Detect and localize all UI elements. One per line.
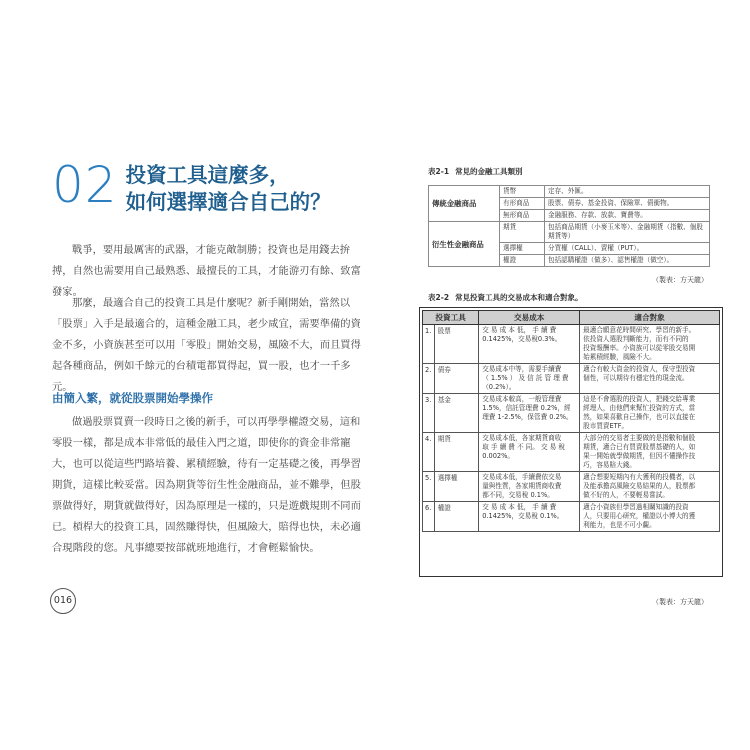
paragraph-line: 「股票」入手是最適合的，這種金融工具，老少咸宜，需要準備的資 — [52, 318, 361, 330]
cost-line: 交 易 成 本 低， 手 續 費 — [482, 503, 557, 511]
table1-caption-text: 常見的金融工具類別 — [455, 167, 523, 176]
chapter-number: 02 — [52, 156, 118, 214]
target-line: 依投資人選股判斷能力，而有不同的 — [583, 335, 689, 343]
investment-tools-table — [422, 310, 720, 532]
subcategory-cell: 有形商品 — [500, 198, 545, 210]
tool-cell: 基金 — [434, 394, 479, 433]
cost-cell — [479, 325, 580, 364]
cost-line: 交易成本較高，一般管理費 — [482, 395, 562, 403]
table1-source: （製表：方天龍） — [652, 276, 708, 284]
paragraph-line: 票做得好，期貨就做得好，因為原理是一樣的，只是遊戲規則不同而 — [52, 500, 361, 512]
table-row — [423, 502, 720, 532]
category-cell: 衍生性金融商品 — [429, 222, 500, 267]
target-line: 股市買賣ETF。 — [583, 422, 629, 430]
cost-line: 取 手 續 費 不 同。 交 易 稅 — [482, 443, 565, 451]
paragraph-line: 大，也可以從這些門路培養、累積經驗，待有一定基礎之後，再學習 — [52, 458, 361, 470]
paragraph-line: 起各種商品，例如千餘元的台積電都買得起，買一股，也才一千多 — [52, 360, 351, 372]
target-cell — [580, 433, 720, 472]
target-cell — [580, 502, 720, 532]
paragraph-line: 做過股票買賣一段時日之後的新手，可以再學學權證交易，這和 — [72, 416, 361, 428]
cost-line: 0.1425%，交易稅0.3%。 — [482, 335, 562, 343]
chapter-heading — [52, 156, 331, 216]
paragraph-line: 已。槓桿大的投資工具，固然賺得快，但風險大，賠得也快，未必適 — [52, 521, 361, 533]
description-cell: 定存、外匯。 — [545, 186, 710, 198]
row-number-cell: 1. — [423, 325, 435, 364]
row-number-cell: 5. — [423, 472, 435, 502]
target-line: 個性，可以期待有穩定性的現金流。 — [583, 374, 689, 382]
cost-cell — [479, 472, 580, 502]
paragraph-line: 金不多，小資族甚至可以用「零股」開始交易，風險不大，而且買得 — [52, 339, 361, 351]
cost-cell — [479, 394, 580, 433]
paragraph-3 — [52, 412, 361, 559]
target-line: 利能力，也是不可小覷。 — [583, 521, 656, 529]
table-header-row — [423, 311, 720, 325]
table-row — [423, 433, 720, 472]
target-line: 這是不會選股的投資人，把錢交給專業 — [583, 395, 696, 403]
cost-line: 交 易 成 本 低， 手 續 費 — [482, 326, 557, 334]
table-row — [423, 325, 720, 364]
target-cell — [580, 325, 720, 364]
table-row — [423, 364, 720, 394]
paragraph-line: 期貨，這樣比較妥當。因為期貨等衍生性金融商品，並不難學，但股 — [52, 479, 361, 491]
paragraph-line: 戰爭，要用最厲害的武器，才能克敵制勝；投資也是用錢去拚 — [72, 244, 351, 256]
target-line: 經理人，由他們來幫忙投資的方式，當 — [583, 404, 696, 412]
header-tool: 投資工具 — [423, 311, 479, 325]
description-cell: 分買權（CALL）、賣權（PUT）。 — [545, 243, 710, 255]
target-line: 人，只要用心研究，權證以小博大的獲 — [583, 512, 696, 520]
cost-line: 量與性質，各家期貨商收費 — [482, 482, 562, 490]
row-number-cell: 3. — [423, 394, 435, 433]
page-number: 016 — [50, 588, 76, 614]
paragraph-2 — [52, 293, 361, 398]
cost-line: 0.002%。 — [482, 452, 514, 460]
table1-caption — [428, 166, 523, 177]
paragraph-line: 合現階段的您。凡事總要按部就班地進行，才會輕鬆愉快。 — [52, 542, 320, 554]
row-number-cell: 2. — [423, 364, 435, 394]
row-number-cell: 6. — [423, 502, 435, 532]
paragraph-line: 發家。 — [52, 286, 83, 298]
target-line: 及能承擔高風險交易結果的人，股票都 — [583, 482, 696, 490]
description-cell: 股票、債券、基金投資、保險單、債衝物。 — [545, 198, 710, 210]
subcategory-cell: 選擇權 — [500, 243, 545, 255]
target-line: 巧，容易賠大錢。 — [583, 461, 636, 469]
target-cell — [580, 364, 720, 394]
cost-line: 理費 1-2.5%，保管費 0.2%。 — [482, 413, 573, 421]
cost-line: 交易成本低，各家期貨商收 — [482, 434, 562, 442]
chapter-title — [126, 162, 331, 216]
cost-line: 都不同，交易稅 0.1%。 — [482, 491, 554, 499]
table2-caption — [428, 292, 583, 303]
target-line: 適合有較大資金的投資人，保守型投資 — [583, 365, 696, 373]
cost-line: （0.2%）。 — [482, 383, 516, 391]
target-line: 大部分的交易者主要做的是指數和個股 — [583, 434, 696, 442]
header-target: 適合對象 — [580, 311, 720, 325]
cost-line: 1.5%，信託管理費 0.2%，經 — [482, 404, 571, 412]
subcategory-cell: 期貨 — [500, 222, 545, 243]
financial-tools-table — [428, 185, 710, 267]
target-cell — [580, 472, 720, 502]
cost-line: 交易成本中等，需要手續費 — [482, 365, 562, 373]
subcategory-cell: 貨幣 — [500, 186, 545, 198]
chapter-title-line1: 投資工具這麼多， — [125, 163, 290, 187]
chapter-title-line2: 如何選擇適合自己的？ — [125, 190, 331, 214]
subcategory-cell: 權證 — [500, 255, 545, 267]
tool-cell: 債券 — [434, 364, 479, 394]
row-number-cell: 4. — [423, 433, 435, 472]
cost-line: 0.1425%，交易稅 0.1%。 — [482, 512, 564, 520]
cost-line: （ 1.5% ） 及 信 託 管 理 費 — [482, 374, 569, 382]
table-row — [423, 394, 720, 433]
target-line: 適合小資族但學習過相關知識的投資 — [583, 503, 689, 511]
cost-line: 交易成本低，手續費依交易 — [482, 473, 562, 481]
target-line: 然，如果喜歡自己操作，也可以直接在 — [583, 413, 696, 421]
table-row — [429, 186, 710, 198]
tool-cell: 期貨 — [434, 433, 479, 472]
paragraph-line: 搏，自然也需要用自己最熟悉、最擅長的工具，才能游刃有餘、致富 — [52, 265, 361, 277]
category-cell: 傳統金融商品 — [429, 186, 500, 222]
target-cell — [580, 394, 720, 433]
target-line: 投資報酬率。小資族可以從零股交易開 — [583, 344, 696, 352]
description-cell: 包括商品期貨（小麥玉米等）、金融期貨（指數、個股期貨等） — [545, 222, 710, 243]
description-cell: 金融服務、存款、放款、寶費等。 — [545, 210, 710, 222]
table2-label: 表2-2 — [428, 293, 450, 302]
description-cell: 包括認購權證（做多）、認售權證（做空）。 — [545, 255, 710, 267]
section-subheading: 由簡入繁，就從股票開始學操作 — [52, 391, 213, 405]
cost-cell — [479, 433, 580, 472]
paragraph-line: 那麼，最適合自己的投資工具是什麼呢？新手剛開始，當然以 — [72, 297, 351, 309]
tool-cell: 權證 — [434, 502, 479, 532]
header-cost: 交易成本 — [479, 311, 580, 325]
table-row — [423, 472, 720, 502]
paragraph-line: 零股一樣，都是成本非常低的最佳入門之道，即使你的資金非常寵 — [52, 437, 351, 449]
target-line: 最適合願意花時間研究、學習的新手。 — [583, 326, 696, 334]
subcategory-cell: 無形商品 — [500, 210, 545, 222]
cost-cell — [479, 364, 580, 394]
target-line: 果一開始就學做期貨，但因不懂操作技 — [583, 452, 696, 460]
table1-label: 表2-1 — [428, 167, 450, 176]
tool-cell: 股票 — [434, 325, 479, 364]
target-line: 期貨，適合已有買賣股票基礎的人，如 — [583, 443, 696, 451]
table2-caption-text: 常見投資工具的交易成本和適合對象。 — [455, 293, 583, 302]
target-line: 做不好的人，不要輕易嘗試。 — [583, 491, 669, 499]
paragraph-line: 元。 — [52, 381, 73, 393]
table-row — [429, 222, 710, 243]
target-line: 適合想要短期內有大獲利的投機者，以 — [583, 473, 696, 481]
table2-source: （製表：方天龍） — [652, 598, 708, 606]
tool-cell: 選擇權 — [434, 472, 479, 502]
target-line: 始累積經驗，風險不大。 — [583, 353, 656, 361]
cost-cell — [479, 502, 580, 532]
